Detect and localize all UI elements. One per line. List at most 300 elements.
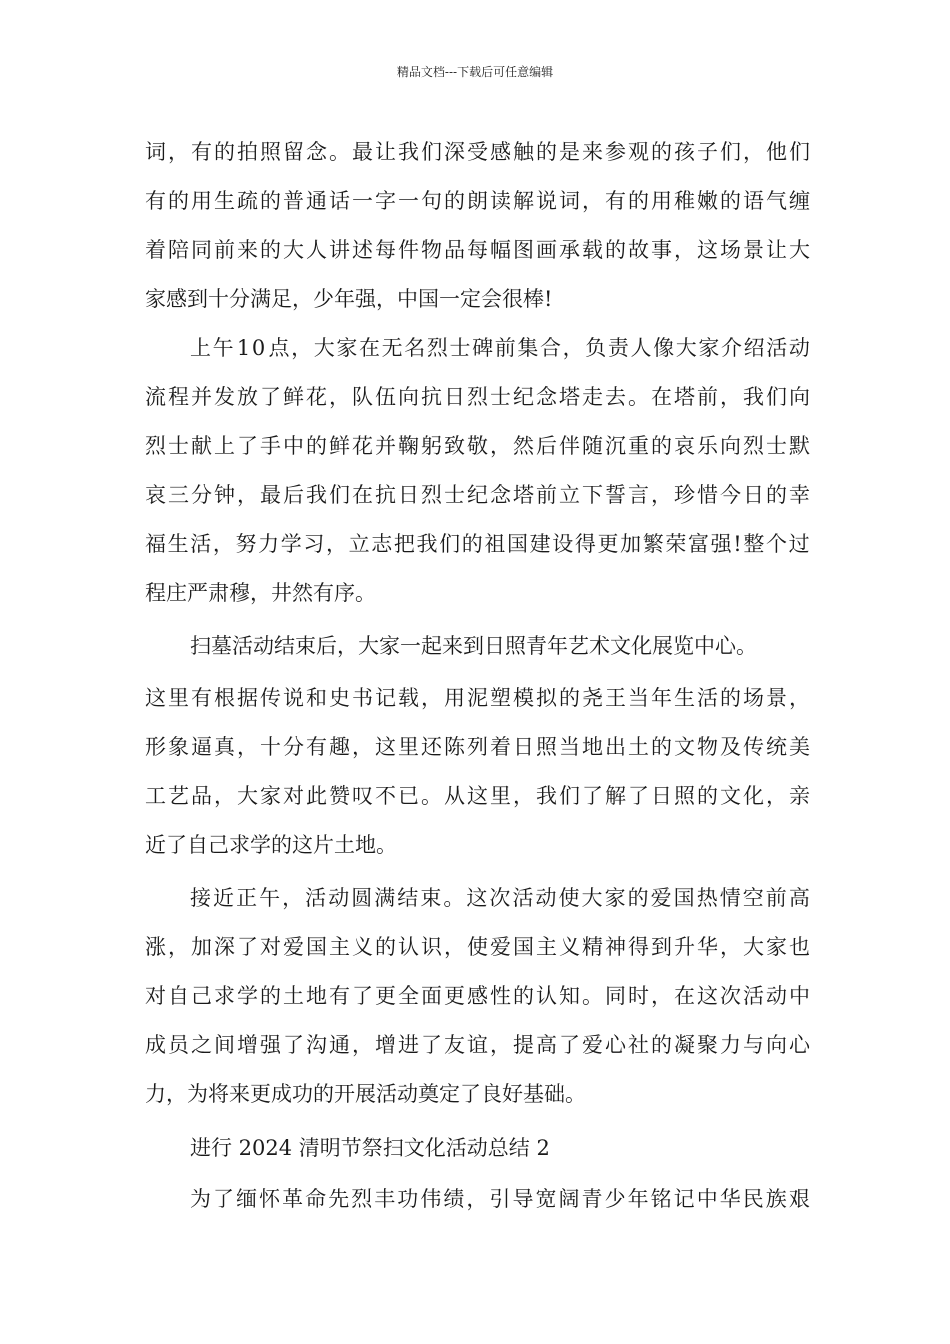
glyph: 的 <box>559 686 580 710</box>
glyph: 大 <box>789 238 810 262</box>
glyph: 爱 <box>283 935 304 959</box>
glyph: 聚 <box>697 1033 718 1057</box>
glyph: 念 <box>536 385 557 409</box>
glyph: 我 <box>398 140 419 164</box>
glyph: 对 <box>260 935 281 959</box>
glyph: 们 <box>789 140 810 164</box>
glyph: 活 <box>766 336 788 360</box>
glyph: 前 <box>697 385 718 409</box>
glyph: 士 <box>168 434 189 458</box>
glyph: 塑 <box>490 686 511 710</box>
glyph: 面 <box>421 984 442 1008</box>
text-line <box>145 477 810 513</box>
glyph: 了 <box>283 1033 304 1057</box>
glyph: 强 <box>260 1033 281 1057</box>
glyph: 们 <box>439 532 461 556</box>
glyph: ， <box>444 935 465 959</box>
glyph: 塔 <box>674 385 695 409</box>
glyph: 义 <box>559 935 580 959</box>
paragraph-first-line <box>190 880 810 916</box>
glyph: ， <box>490 434 511 458</box>
glyph: 陈 <box>444 735 465 759</box>
glyph: 绍 <box>743 336 765 360</box>
glyph: 精 <box>582 935 603 959</box>
glyph: 点 <box>268 336 290 360</box>
glyph: 分 <box>283 735 304 759</box>
glyph: 华 <box>719 1187 741 1211</box>
glyph: 家 <box>766 935 787 959</box>
glyph: 向 <box>398 385 419 409</box>
glyph: 解 <box>605 784 626 808</box>
glyph: 不 <box>375 784 396 808</box>
glyph: 书 <box>352 686 373 710</box>
glyph: 前 <box>494 336 516 360</box>
text-line <box>145 680 810 716</box>
glyph: 上 <box>190 336 211 360</box>
glyph: 誓 <box>605 483 626 507</box>
glyph: 对 <box>145 984 166 1008</box>
glyph: 感 <box>490 140 511 164</box>
glyph: 惜 <box>697 483 718 507</box>
text-line <box>145 729 810 765</box>
glyph: 活 <box>305 886 327 910</box>
glyph: 象 <box>168 735 189 759</box>
glyph: 逼 <box>191 735 212 759</box>
glyph: 午 <box>259 886 281 910</box>
glyph: 的 <box>720 686 741 710</box>
glyph: 升 <box>674 935 695 959</box>
glyph: 繁 <box>642 532 664 556</box>
glyph: 一 <box>398 189 419 213</box>
glyph: 鲜 <box>329 434 350 458</box>
glyph: 的 <box>605 238 626 262</box>
glyph: 陪 <box>168 238 189 262</box>
glyph: 中 <box>283 434 304 458</box>
glyph: 缅 <box>236 1187 258 1211</box>
glyph: 气 <box>766 189 787 213</box>
glyph: 上 <box>214 434 235 458</box>
glyph: ! <box>733 532 742 556</box>
glyph: ， <box>651 483 672 507</box>
glyph: ， <box>743 140 764 164</box>
glyph: 抗 <box>421 385 442 409</box>
glyph: 艺 <box>168 784 189 808</box>
glyph: 求 <box>214 984 235 1008</box>
text-line <box>145 1027 810 1063</box>
glyph: 当 <box>559 735 580 759</box>
glyph: 的 <box>697 784 718 808</box>
glyph: 缠 <box>789 189 810 213</box>
glyph: 分 <box>191 483 212 507</box>
glyph: 。 <box>329 140 350 164</box>
glyph: 士 <box>490 385 511 409</box>
glyph: 提 <box>513 1033 534 1057</box>
glyph: 士 <box>449 336 471 360</box>
glyph: 全 <box>398 984 419 1008</box>
glyph: 记 <box>375 686 396 710</box>
glyph: 怀 <box>259 1187 281 1211</box>
glyph: 献 <box>191 434 212 458</box>
glyph: 。 <box>582 984 603 1008</box>
glyph: 讲 <box>329 238 350 262</box>
glyph: 前 <box>214 238 235 262</box>
text-line <box>145 929 810 965</box>
glyph: 到 <box>651 935 672 959</box>
glyph: 0 <box>251 336 266 360</box>
glyph: 每 <box>375 238 396 262</box>
glyph: 年 <box>627 1187 649 1211</box>
glyph: 们 <box>766 385 787 409</box>
glyph: 的 <box>168 189 189 213</box>
glyph: 加 <box>191 935 212 959</box>
glyph: 烈 <box>426 336 448 360</box>
glyph: 动 <box>766 984 787 1008</box>
glyph: 画 <box>536 238 557 262</box>
glyph: 载 <box>582 238 603 262</box>
glyph: 塔 <box>559 385 580 409</box>
glyph: 了 <box>559 1033 580 1057</box>
glyph: ， <box>674 238 695 262</box>
glyph: 程 <box>168 385 189 409</box>
glyph: 了 <box>260 385 281 409</box>
glyph: 生 <box>214 189 235 213</box>
glyph: 真 <box>214 735 235 759</box>
glyph: 主 <box>329 935 350 959</box>
page-header: 精品文档---下载后可任意编辑 <box>396 65 554 79</box>
glyph: 社 <box>628 1033 649 1057</box>
glyph: ， <box>168 140 189 164</box>
glyph: 富 <box>688 532 709 556</box>
glyph: 一 <box>352 189 373 213</box>
glyph: 件 <box>398 238 419 262</box>
glyph: ， <box>789 686 810 710</box>
glyph: 士 <box>766 434 787 458</box>
glyph: 负 <box>585 336 607 360</box>
glyph: 日 <box>398 483 419 507</box>
glyph: 神 <box>605 935 626 959</box>
glyph: ， <box>212 532 234 556</box>
glyph: 整 <box>743 532 765 556</box>
glyph: 趣 <box>329 735 350 759</box>
glyph: 空 <box>742 886 764 910</box>
glyph: 国 <box>306 935 327 959</box>
glyph: 了 <box>421 1033 442 1057</box>
glyph: 活 <box>190 532 212 556</box>
glyph: 后 <box>536 434 557 458</box>
glyph: 字 <box>375 189 396 213</box>
text-line <box>145 428 810 464</box>
glyph: 品 <box>191 784 212 808</box>
glyph: 的 <box>214 140 235 164</box>
glyph: 学 <box>280 532 302 556</box>
paragraph-first-line <box>190 1181 810 1217</box>
glyph: 命 <box>305 1187 327 1211</box>
glyph: 烈 <box>467 385 488 409</box>
glyph: 国 <box>673 886 695 910</box>
glyph: 稚 <box>674 189 695 213</box>
glyph: 并 <box>191 385 212 409</box>
glyph: 说 <box>536 189 557 213</box>
glyph: ， <box>237 483 258 507</box>
glyph: 强 <box>710 532 732 556</box>
glyph: ， <box>582 189 603 213</box>
glyph: 族 <box>765 1187 787 1211</box>
glyph: 统 <box>766 735 787 759</box>
glyph: 当 <box>628 686 649 710</box>
glyph: 先 <box>328 1187 350 1211</box>
glyph: 义 <box>352 935 373 959</box>
glyph: 已 <box>398 784 419 808</box>
glyph: 词 <box>559 189 580 213</box>
glyph: 午 <box>212 336 234 360</box>
text-line <box>145 778 810 814</box>
glyph: 孩 <box>674 140 695 164</box>
glyph: ， <box>352 735 373 759</box>
glyph: 有 <box>145 189 166 213</box>
glyph: 使 <box>558 886 580 910</box>
glyph: 同 <box>191 238 212 262</box>
glyph: 家 <box>260 784 281 808</box>
glyph: 此 <box>306 784 327 808</box>
glyph: 每 <box>467 238 488 262</box>
glyph: 这 <box>697 238 718 262</box>
glyph: 品 <box>444 238 465 262</box>
glyph: 日 <box>651 784 672 808</box>
glyph: 言 <box>628 483 649 507</box>
glyph: 热 <box>696 886 718 910</box>
glyph: 形 <box>145 735 166 759</box>
glyph: 建 <box>529 532 551 556</box>
glyph: 国 <box>513 935 534 959</box>
text-line: 程庄严肃穆，井然有序。 <box>145 581 376 605</box>
glyph: 介 <box>721 336 742 360</box>
glyph: ， <box>720 385 741 409</box>
glyph: 立 <box>559 483 580 507</box>
glyph: 之 <box>191 1033 212 1057</box>
glyph: 进 <box>398 1033 419 1057</box>
glyph: 认 <box>398 935 419 959</box>
glyph: 家 <box>604 886 626 910</box>
glyph: 功 <box>397 1187 419 1211</box>
glyph: 凝 <box>674 1033 695 1057</box>
glyph: 动 <box>328 886 350 910</box>
glyph: 钟 <box>214 483 235 507</box>
glyph: 我 <box>536 784 557 808</box>
glyph: 前 <box>765 886 787 910</box>
glyph: 人 <box>630 336 652 360</box>
glyph: 化 <box>743 784 764 808</box>
glyph: 的 <box>651 1033 672 1057</box>
section-heading: 进行 2024 清明节祭扫文化活动总结 2 <box>190 1136 550 1160</box>
glyph: 景 <box>766 686 787 710</box>
glyph: 语 <box>743 189 764 213</box>
glyph: 我 <box>743 385 764 409</box>
glyph: 爱 <box>582 1033 603 1057</box>
glyph: 导 <box>512 1187 534 1211</box>
glyph: 更 <box>597 532 619 556</box>
glyph: 努 <box>235 532 257 556</box>
glyph: 碑 <box>472 336 494 360</box>
glyph: 纪 <box>513 385 534 409</box>
glyph: 增 <box>237 1033 258 1057</box>
text-line: 家感到十分满足，少年强，中国一定会很棒! <box>145 287 553 311</box>
glyph: 向 <box>789 385 810 409</box>
text-line: 力，为将来更成功的开展活动奠定了良好基础。 <box>145 1082 586 1106</box>
glyph: 爱 <box>650 886 672 910</box>
glyph: 1 <box>236 336 251 360</box>
glyph: 谊 <box>467 1033 488 1057</box>
glyph: 观 <box>628 140 649 164</box>
glyph: ， <box>329 385 350 409</box>
glyph: 也 <box>789 935 810 959</box>
glyph: 次 <box>720 984 741 1008</box>
glyph: 深 <box>214 935 235 959</box>
glyph: 大 <box>313 336 335 360</box>
glyph: 普 <box>283 189 304 213</box>
glyph: 敬 <box>467 434 488 458</box>
glyph: 这 <box>375 735 396 759</box>
text-line <box>145 526 810 562</box>
glyph: 让 <box>375 140 396 164</box>
glyph: 日 <box>513 735 534 759</box>
glyph: 动 <box>788 336 810 360</box>
glyph: 同 <box>605 984 626 1008</box>
glyph: 场 <box>720 238 741 262</box>
glyph: 友 <box>444 1033 465 1057</box>
glyph: 日 <box>743 483 764 507</box>
glyph: 珍 <box>674 483 695 507</box>
glyph: 在 <box>651 385 672 409</box>
glyph: 宽 <box>535 1187 557 1211</box>
glyph: 走 <box>582 385 603 409</box>
glyph: 今 <box>720 483 741 507</box>
glyph: ， <box>651 984 672 1008</box>
glyph: 嫩 <box>697 189 718 213</box>
glyph: 叹 <box>352 784 373 808</box>
glyph: 触 <box>513 140 534 164</box>
glyph: 是 <box>559 140 580 164</box>
glyph: 里 <box>398 735 419 759</box>
glyph: 土 <box>628 735 649 759</box>
glyph: 的 <box>375 935 396 959</box>
glyph: 最 <box>260 483 281 507</box>
glyph: 烈 <box>421 483 442 507</box>
glyph: 生 <box>674 686 695 710</box>
glyph: 场 <box>743 686 764 710</box>
glyph: 照 <box>260 140 281 164</box>
glyph: 的 <box>513 984 534 1008</box>
glyph: 像 <box>653 336 675 360</box>
glyph: 后 <box>283 483 304 507</box>
glyph: 据 <box>237 686 258 710</box>
glyph: 我 <box>416 532 438 556</box>
glyph: 载 <box>398 686 419 710</box>
glyph: 力 <box>258 532 280 556</box>
glyph: 美 <box>789 735 810 759</box>
glyph: 泥 <box>467 686 488 710</box>
glyph: 放 <box>237 385 258 409</box>
glyph: 识 <box>421 935 442 959</box>
glyph: ， <box>326 532 347 556</box>
glyph: 这 <box>145 686 166 710</box>
glyph: 随 <box>582 434 603 458</box>
glyph: 句 <box>421 189 442 213</box>
glyph: 们 <box>421 140 442 164</box>
glyph: 家 <box>698 336 720 360</box>
glyph: 物 <box>697 735 718 759</box>
glyph: 阔 <box>558 1187 580 1211</box>
glyph: 默 <box>789 434 810 458</box>
glyph: 故 <box>628 238 649 262</box>
glyph: 无 <box>381 336 403 360</box>
glyph: 爱 <box>490 935 511 959</box>
glyph: 大 <box>581 886 603 910</box>
glyph: 大 <box>675 336 697 360</box>
glyph: 丰 <box>374 1187 396 1211</box>
glyph: 大 <box>743 935 764 959</box>
glyph: 间 <box>214 1033 235 1057</box>
glyph: 物 <box>421 238 442 262</box>
glyph: 这 <box>466 886 488 910</box>
glyph: 铭 <box>650 1187 672 1211</box>
glyph: 用 <box>444 686 465 710</box>
glyph: 里 <box>490 784 511 808</box>
glyph: 模 <box>513 686 534 710</box>
glyph: 还 <box>421 735 442 759</box>
glyph: 福 <box>145 532 166 556</box>
glyph: 大 <box>283 238 304 262</box>
glyph: 通 <box>306 189 327 213</box>
glyph: 用 <box>651 189 672 213</box>
glyph: 有 <box>306 735 327 759</box>
glyph: ， <box>214 784 235 808</box>
glyph: 时 <box>628 984 649 1008</box>
glyph: 通 <box>329 1033 350 1057</box>
glyph: 华 <box>697 935 718 959</box>
glyph: 图 <box>513 238 534 262</box>
glyph: 根 <box>214 686 235 710</box>
glyph: 从 <box>444 784 465 808</box>
glyph: 躬 <box>421 434 442 458</box>
glyph: 手 <box>260 434 281 458</box>
glyph: 性 <box>490 984 511 1008</box>
glyph: 受 <box>467 140 488 164</box>
glyph: 乐 <box>697 434 718 458</box>
glyph: 人 <box>306 238 327 262</box>
glyph: 立 <box>348 532 370 556</box>
glyph: 赞 <box>329 784 350 808</box>
glyph: 史 <box>329 686 350 710</box>
glyph: 景 <box>743 238 764 262</box>
glyph: 满 <box>374 886 396 910</box>
glyph: 士 <box>444 483 465 507</box>
glyph: 照 <box>674 784 695 808</box>
glyph: 伍 <box>375 385 396 409</box>
glyph: 的 <box>651 735 672 759</box>
glyph: 生 <box>167 532 189 556</box>
glyph: 说 <box>283 686 304 710</box>
glyph: 这 <box>697 984 718 1008</box>
glyph: 十 <box>260 735 281 759</box>
glyph: 深 <box>444 140 465 164</box>
glyph: 的 <box>651 434 672 458</box>
glyph: 花 <box>306 385 327 409</box>
glyph: 鲜 <box>283 385 304 409</box>
glyph: ， <box>490 1033 511 1057</box>
glyph: 述 <box>352 238 373 262</box>
glyph: 民 <box>742 1187 764 1211</box>
glyph: 解 <box>513 189 534 213</box>
